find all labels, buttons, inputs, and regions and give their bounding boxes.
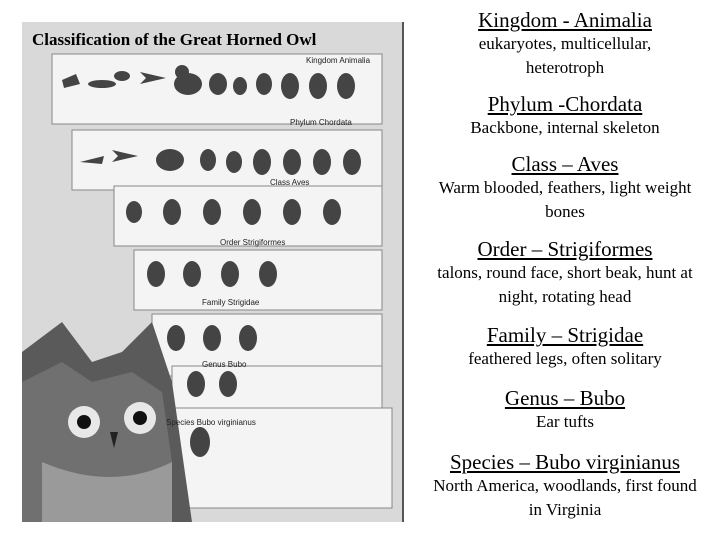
level-description: feathered legs, often solitary (468, 349, 662, 368)
tier-label-order: Order Strigiformes (220, 238, 286, 247)
level-heading: Family – Strigidae (486, 323, 644, 347)
level-kingdom (412, 8, 718, 80)
level-heading: Order – Strigiformes (477, 237, 653, 261)
level-species (412, 450, 718, 522)
level-heading: Kingdom - Animalia (478, 8, 652, 32)
figure-illustration (22, 22, 402, 522)
classification-figure (22, 22, 404, 522)
level-order (412, 237, 718, 309)
level-phylum (412, 92, 718, 140)
level-family (412, 323, 718, 371)
tier-label-kingdom: Kingdom Animalia (306, 56, 371, 65)
level-description: Ear tufts (535, 412, 595, 431)
level-description: talons, round face, short beak, hunt at night, rotating head (437, 263, 693, 306)
level-description: Backbone, internal skeleton (470, 118, 660, 137)
family-owl-icons (167, 325, 257, 351)
level-description: eukaryotes, multicellular, heterotroph (478, 34, 652, 77)
tier-label-genus: Genus Bubo (202, 360, 247, 369)
level-heading: Genus – Bubo (504, 386, 626, 410)
tier-label-phylum: Phylum Chordata (290, 118, 352, 127)
level-heading: Species – Bubo virginianus (449, 450, 680, 474)
tier-label-family: Family Strigidae (202, 298, 260, 307)
level-description: Warm blooded, feathers, light weight bones (438, 178, 692, 221)
level-class (412, 152, 718, 224)
level-heading: Class – Aves (511, 152, 619, 176)
slide-title: Classification of the Great Horned Owl (32, 30, 317, 49)
species-owl-icon (190, 427, 210, 457)
level-heading: Phylum -Chordata (487, 92, 643, 116)
level-description: North America, woodlands, first found in Virginia (433, 476, 697, 519)
level-genus (412, 386, 718, 434)
tier-label-species: Species Bubo virginianus (166, 418, 256, 427)
tier-label-class: Class Aves (270, 178, 310, 187)
